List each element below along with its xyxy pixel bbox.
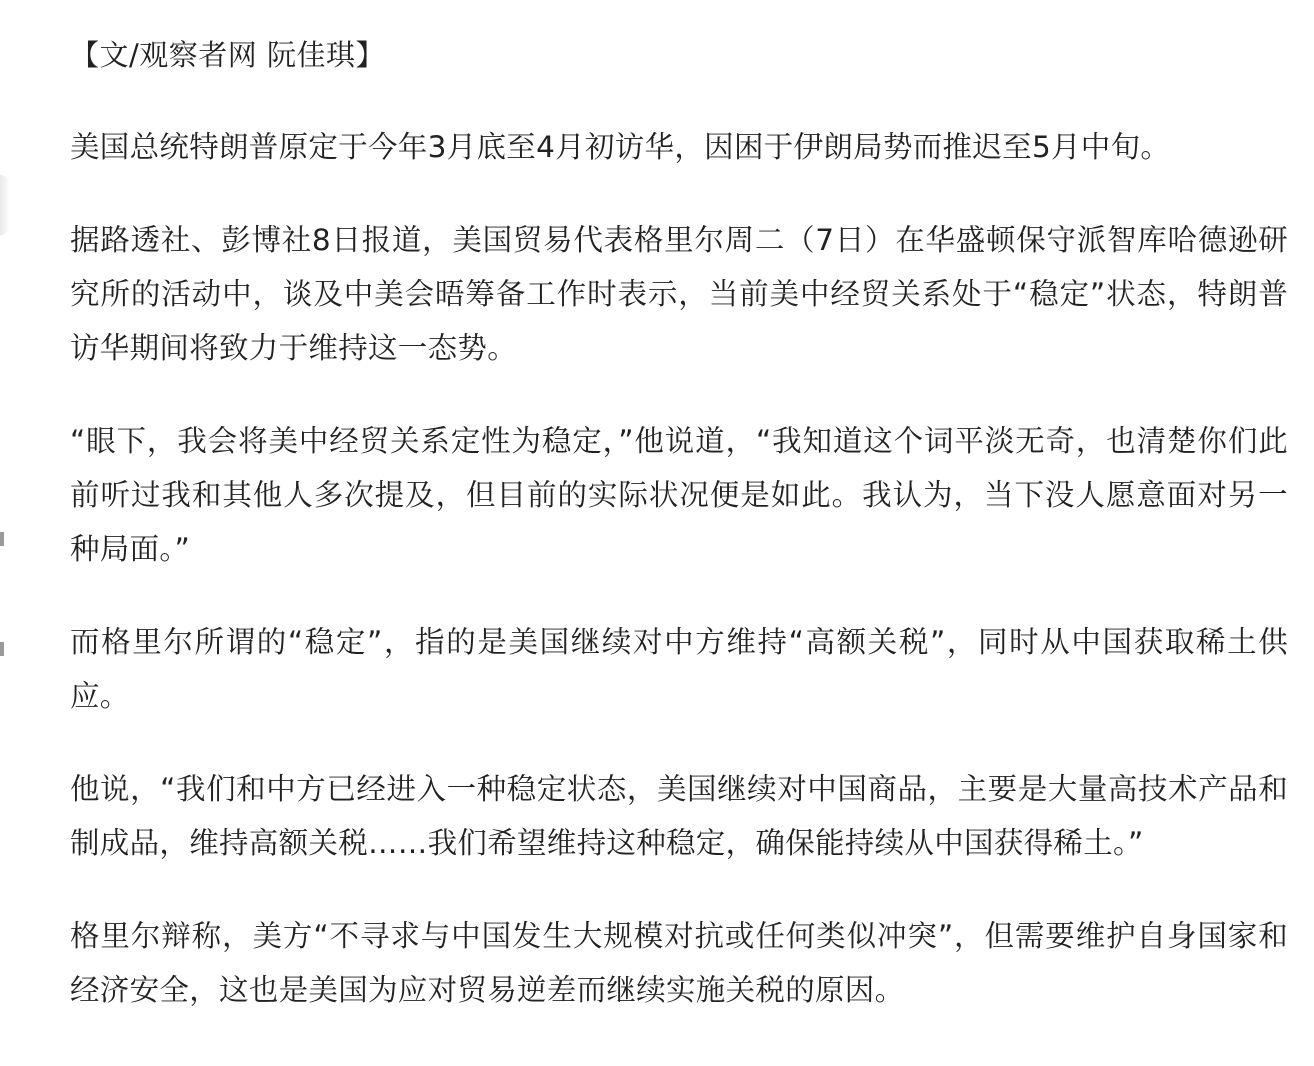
article-paragraph: 而格里尔所谓的“稳定”，指的是美国继续对中方维持“高额关税”，同时从中国获取稀土供应。: [70, 625, 1288, 713]
left-edge-mark: [0, 642, 4, 656]
article-paragraph: 据路透社、彭博社8日报道，美国贸易代表格里尔周二（7日）在华盛顿保守派智库哈德逊研究所的活动中，谈及中美会晤筹备工作时表示，当前美中经贸关系处于“稳定”状态，特朗普访华期间将致力于维持这一态势。: [70, 223, 1288, 365]
article-byline: 【文/观察者网 阮佳琪】: [70, 38, 385, 72]
left-edge-mark: [0, 532, 4, 546]
article-paragraph: 格里尔辩称，美方“不寻求与中国发生大规模对抗或任何类似冲突”，但需要维护自身国家和经济安全，这也是美国为应对贸易逆差而继续实施关税的原因。: [70, 919, 1288, 1007]
article-paragraph: 美国总统特朗普原定于今年3月底至4月初访华，因困于伊朗局势而推迟至5月中旬。: [70, 130, 1171, 164]
article-paragraph: “眼下，我会将美中经贸关系定性为稳定，”他说道，“我知道这个词平淡无奇，也清楚你们此前听过我和其他人多次提及，但目前的实际状况便是如此。我认为，当下没人愿意面对另一种局面。”: [70, 424, 1288, 566]
article-paragraph: 他说，“我们和中方已经进入一种稳定状态，美国继续对中国商品，主要是大量高技术产品和制成品，维持高额关税……我们希望维持这种稳定，确保能持续从中国获得稀土。”: [70, 772, 1288, 860]
left-edge-shadow: [0, 175, 10, 235]
article-body: [70, 34, 1288, 1017]
